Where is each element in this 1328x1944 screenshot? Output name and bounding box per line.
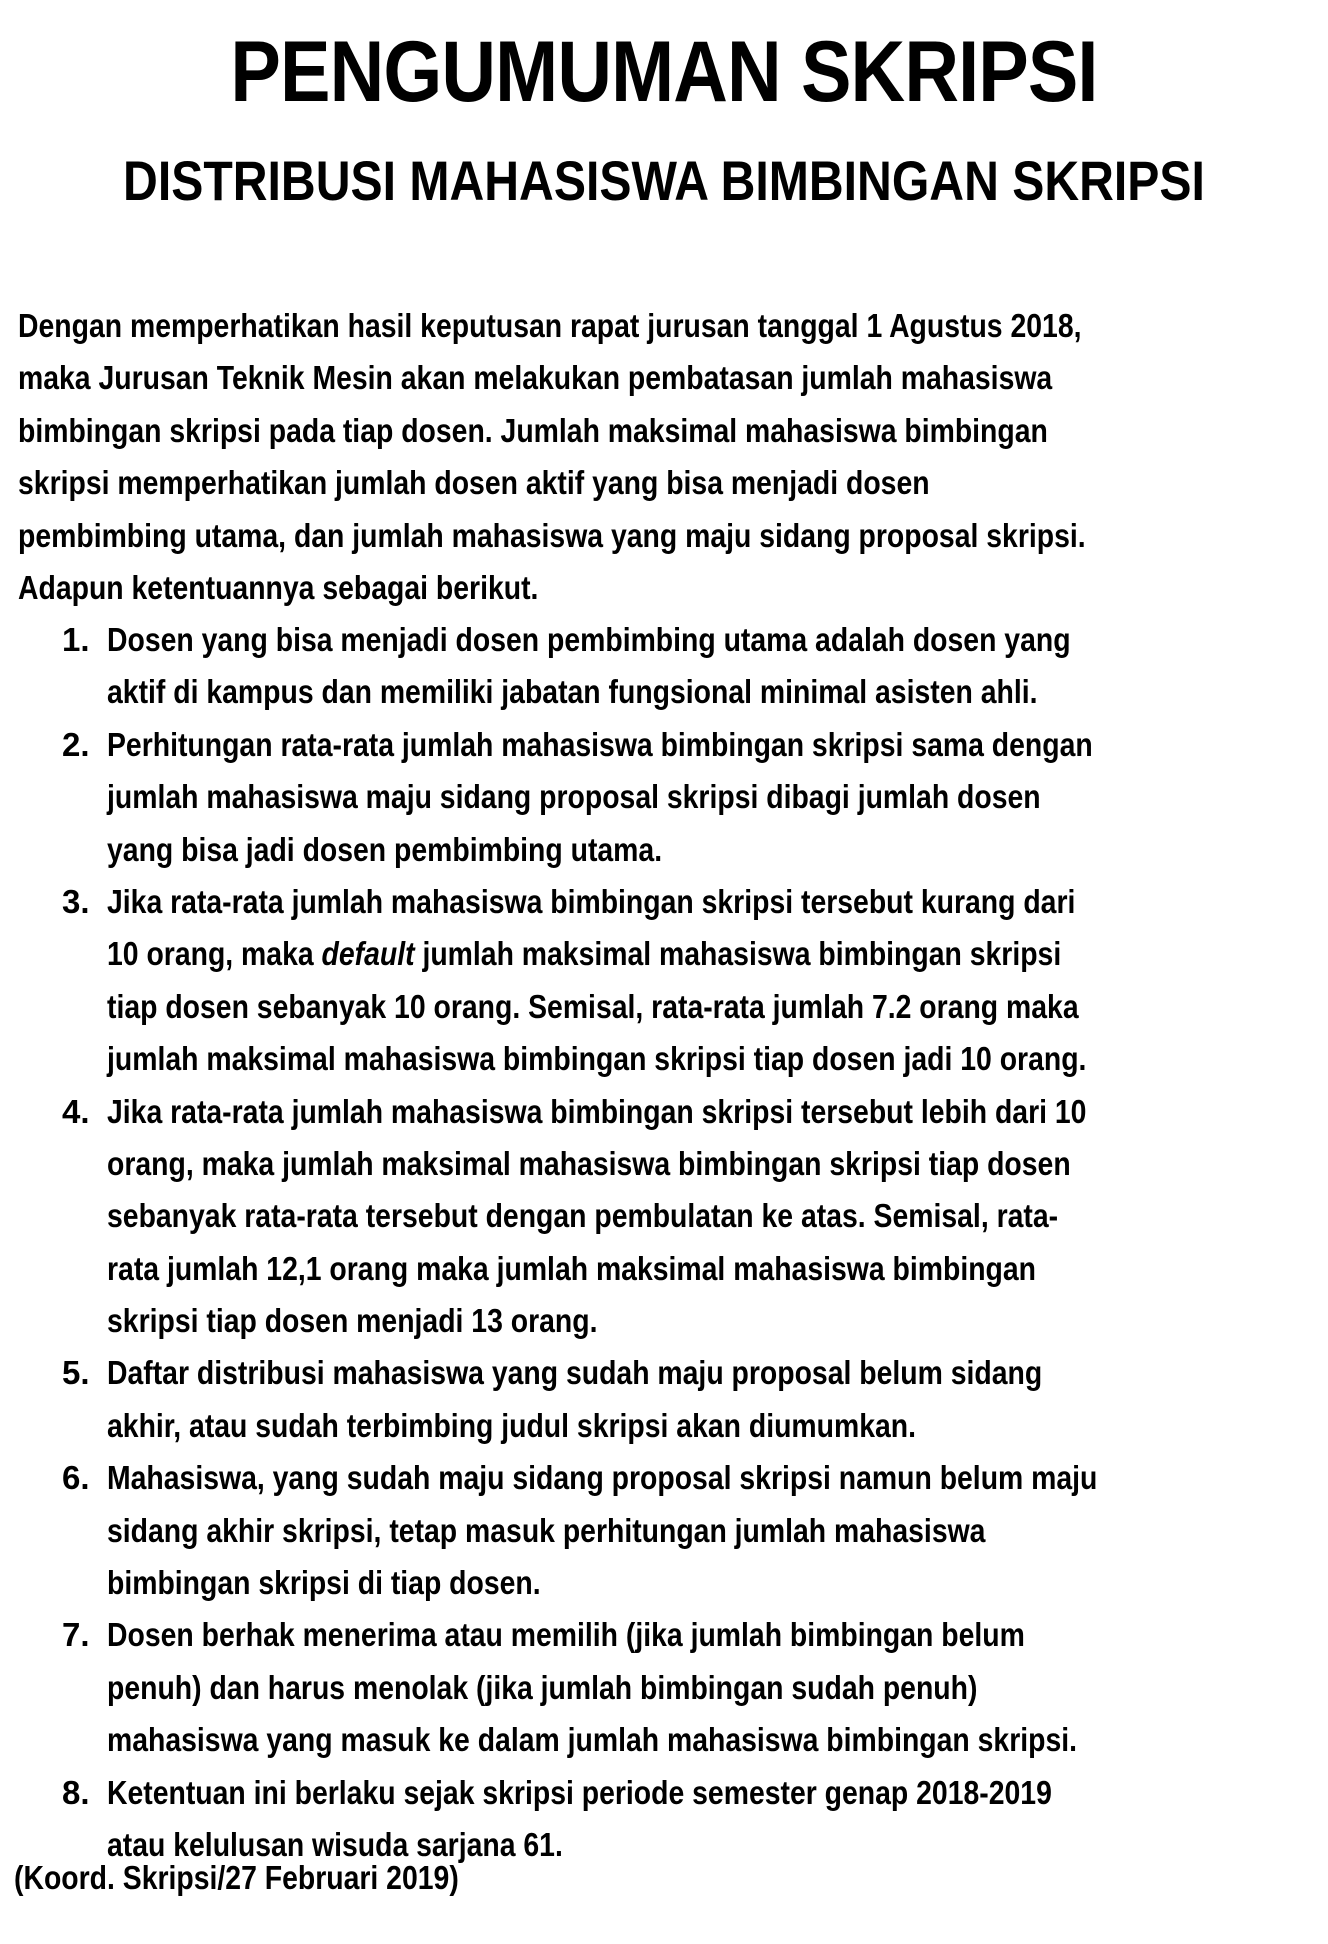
list-item-1 <box>0 614 1328 719</box>
list-item-line: Mahasiswa, yang sudah maju sidang proposal skripsi namun belum maju <box>107 1459 1098 1497</box>
intro-paragraph <box>18 300 1318 614</box>
rules-list <box>0 614 1328 1871</box>
list-item-line: orang, maka jumlah maksimal mahasiswa bimbingan skripsi tiap dosen <box>107 1144 1071 1182</box>
intro-line: bimbingan skripsi pada tiap dosen. Jumlah maksimal mahasiswa bimbingan <box>18 411 1048 449</box>
list-item-line: sebanyak rata-rata tersebut dengan pembulatan ke atas. Semisal, rata- <box>107 1197 1059 1235</box>
list-item-line: jumlah maksimal mahasiswa bimbingan skripsi tiap dosen jadi 10 orang. <box>107 1040 1087 1078</box>
list-item-line: rata jumlah 12,1 orang maka jumlah maksimal mahasiswa bimbingan <box>107 1249 1037 1287</box>
list-item-7 <box>0 1609 1328 1766</box>
list-item-3 <box>0 876 1328 1086</box>
list-item-line: Perhitungan rata-rata jumlah mahasiswa bimbingan skripsi sama dengan <box>107 725 1093 763</box>
list-number: 6. <box>62 1459 90 1497</box>
list-item-line: atau kelulusan wisuda sarjana 61. <box>107 1825 563 1863</box>
list-item-line: mahasiswa yang masuk ke dalam jumlah mahasiswa bimbingan skripsi. <box>107 1721 1078 1759</box>
intro-line: maka Jurusan Teknik Mesin akan melakukan pembatasan jumlah mahasiswa <box>18 359 1053 397</box>
list-item-line: Dosen yang bisa menjadi dosen pembimbing utama adalah dosen yang <box>107 621 1071 658</box>
list-item-line: Jika rata-rata jumlah mahasiswa bimbingan skripsi tersebut kurang dari <box>107 882 1076 920</box>
page-title: PENGUMUMAN SKRIPSI <box>230 24 1098 120</box>
list-item-line: Dosen berhak menerima atau memilih (jika jumlah bimbingan belum <box>107 1616 1025 1654</box>
list-number: 4. <box>62 1092 90 1130</box>
list-item-line: penuh) dan harus menolak (jika jumlah bimbingan sudah penuh) <box>107 1668 978 1706</box>
list-item-6 <box>0 1452 1328 1609</box>
list-item-line: akhir, atau sudah terbimbing judul skripsi akan diumumkan. <box>107 1406 917 1444</box>
intro-line: skripsi memperhatikan jumlah dosen aktif yang bisa menjadi dosen <box>18 464 930 502</box>
list-number: 1. <box>62 621 90 658</box>
list-item-line: skripsi tiap dosen menjadi 13 orang. <box>107 1302 598 1340</box>
list-number: 2. <box>62 725 90 763</box>
list-item-line: aktif di kampus dan memiliki jabatan fungsional minimal asisten ahli. <box>107 673 1038 711</box>
list-item-2 <box>0 719 1328 876</box>
list-item-line: yang bisa jadi dosen pembimbing utama. <box>107 830 663 868</box>
list-number: 8. <box>62 1773 90 1811</box>
list-item-line: sidang akhir skripsi, tetap masuk perhitungan jumlah mahasiswa <box>107 1511 986 1549</box>
signature-footer: (Koord. Skripsi/27 Februari 2019) <box>14 1859 459 1896</box>
list-item-line: Jika rata-rata jumlah mahasiswa bimbingan skripsi tersebut lebih dari 10 <box>107 1092 1087 1130</box>
list-number: 5. <box>62 1354 90 1392</box>
intro-line: Dengan memperhatikan hasil keputusan rapat jurusan tanggal 1 Agustus 2018, <box>18 307 1082 344</box>
list-item-line: jumlah mahasiswa maju sidang proposal skripsi dibagi jumlah dosen <box>107 778 1041 816</box>
list-item-line: bimbingan skripsi di tiap dosen. <box>107 1564 541 1602</box>
list-item-line: tiap dosen sebanyak 10 orang. Semisal, rata-rata jumlah 7.2 orang maka <box>107 987 1079 1025</box>
list-item-line: Ketentuan ini berlaku sejak skripsi periode semester genap 2018-2019 <box>107 1773 1052 1811</box>
list-item-4 <box>0 1086 1328 1348</box>
list-item-line: Daftar distribusi mahasiswa yang sudah maju proposal belum sidang <box>107 1354 1043 1392</box>
list-item-5 <box>0 1347 1328 1452</box>
intro-line: pembimbing utama, dan jumlah mahasiswa yang maju sidang proposal skripsi. <box>18 516 1086 554</box>
intro-line: Adapun ketentuannya sebagai berikut. <box>18 568 539 606</box>
italic-term: default <box>321 935 415 973</box>
list-item-line <box>107 928 1152 980</box>
list-number: 7. <box>62 1616 90 1654</box>
page-subtitle: DISTRIBUSI MAHASISWA BIMBINGAN SKRIPSI <box>123 149 1205 212</box>
line-text: 10 orang, maka <box>107 935 322 973</box>
list-number: 3. <box>62 882 90 920</box>
line-text: jumlah maksimal mahasiswa bimbingan skripsi <box>414 935 1062 973</box>
